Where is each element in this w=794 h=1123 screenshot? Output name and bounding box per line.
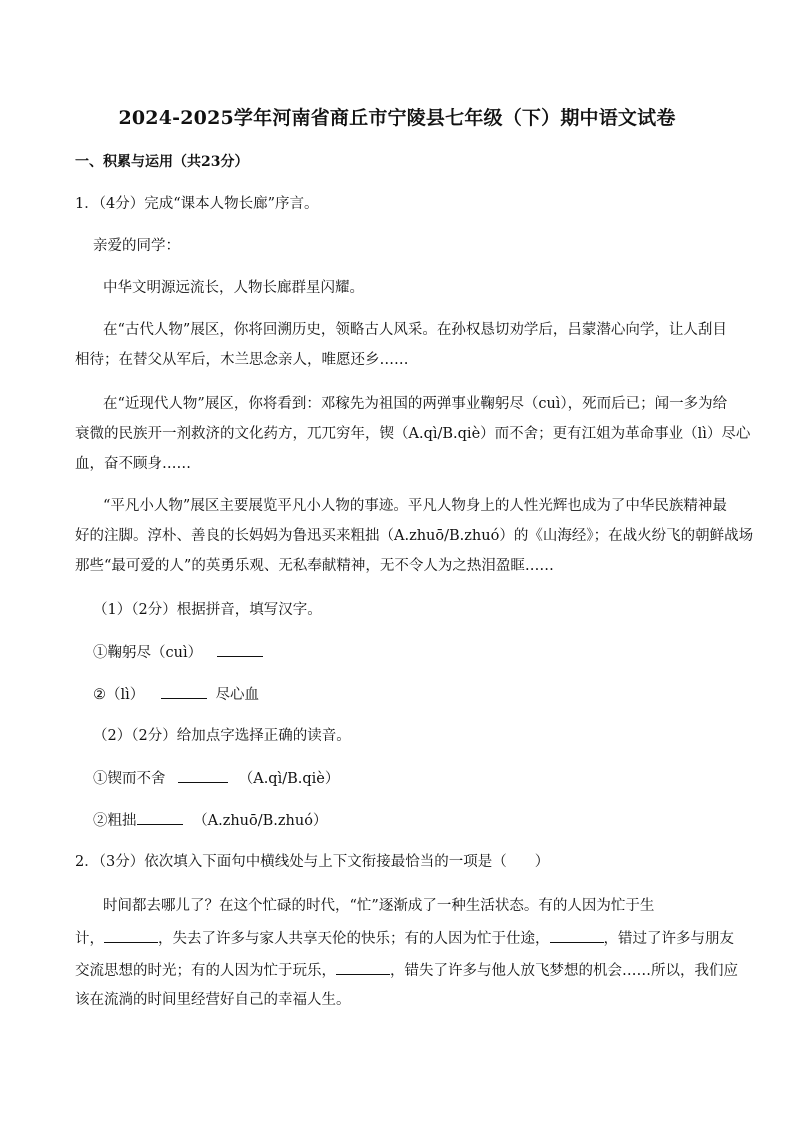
- subquestion-1-item-b: [93, 684, 259, 705]
- item-b-prompt: ②粗拙: [93, 813, 137, 829]
- item-b-options: （A.zhuō/B.zhuó）: [193, 813, 328, 829]
- paragraph-1: 中华文明源远流长，人物长廊群星闪耀。: [103, 280, 364, 296]
- passage-line-1: 时间都去哪儿了？在这个忙碌的时代，“忙”逐渐成了一种生活状态。有的人因为忙于生: [103, 898, 655, 914]
- subquestion-2-item-a: [93, 768, 339, 789]
- paragraph-2-line-1: 在“古代人物”展区，你将回溯历史，领略古人风采。在孙权恳切劝学后，吕蒙潜心向学，让人刮目: [103, 322, 727, 338]
- passage-text: ，错过了许多与朋友: [603, 931, 734, 947]
- passage-line-3: [75, 960, 738, 981]
- answer-blank[interactable]: [104, 928, 158, 943]
- subquestion-1-stem: （1）（2分）根据拼音，填写汉字。: [93, 602, 322, 618]
- item-b-prompt: ②（lì）: [93, 687, 145, 703]
- paragraph-3-line-2: 衰微的民族开一剂救济的文化药方，兀兀穷年，锲（A.qì/B.qiè）而不舍；更有江姐为革命事业（lì）尽心: [75, 426, 751, 442]
- page-title: 2024-2025学年河南省商丘市宁陵县七年级（下）期中语文试卷: [118, 107, 676, 129]
- item-a-options: （A.qì/B.qiè）: [238, 771, 340, 787]
- question-2-close: ）: [534, 854, 550, 870]
- answer-blank[interactable]: [178, 768, 228, 783]
- answer-blank[interactable]: [336, 960, 390, 975]
- passage-line-4: 该在流淌的时间里经营好自己的幸福人生。: [75, 992, 351, 1008]
- item-b-suffix: 尽心血: [215, 687, 259, 703]
- subquestion-2-item-b: [93, 810, 327, 831]
- passage-text: ，失去了许多与家人共享天伦的快乐；有的人因为忙于仕途，: [158, 931, 550, 947]
- question-2-stem: [75, 852, 549, 872]
- answer-blank[interactable]: [137, 810, 183, 825]
- paragraph-3-line-3: 血，奋不顾身……: [75, 456, 191, 472]
- answer-blank[interactable]: [550, 928, 604, 943]
- question-2-text: 2．（3分）依次填入下面句中横线处与上下文衔接最恰当的一项是（: [75, 854, 507, 870]
- passage-line-2: [75, 928, 734, 949]
- paragraph-4-line-2: 好的注脚。淳朴、善良的长妈妈为鲁迅买来粗拙（A.zhuō/B.zhuó）的《山海经》；在战火纷飞的朝鲜战场: [75, 528, 754, 544]
- paragraph-4-line-3: 那些“最可爱的人”的英勇乐观、无私奉献精神，无不令人为之热泪盈眶……: [75, 558, 554, 574]
- passage-text: 计，: [75, 931, 104, 947]
- item-a-prompt: ①鞠躬尽（cuì）: [93, 645, 203, 661]
- passage-text: ，错失了许多与他人放飞梦想的机会……所以，我们应: [390, 963, 738, 979]
- answer-blank[interactable]: [217, 642, 263, 657]
- item-a-prompt: ①锲而不舍: [93, 771, 166, 787]
- paragraph-2-line-2: 相待；在替父从军后，木兰思念亲人，唯愿还乡……: [75, 352, 409, 368]
- paragraph-3-line-1: 在“近现代人物”展区，你将看到：邓稼先为祖国的两弹事业鞠躬尽（cuì），死而后已；闻一多为给: [103, 396, 728, 412]
- greeting-text: 亲爱的同学：: [93, 238, 180, 254]
- subquestion-2-stem: （2）（2分）给加点字选择正确的读音。: [93, 728, 351, 744]
- answer-blank[interactable]: [161, 684, 207, 699]
- section-heading: 一、积累与运用（共23分）: [75, 154, 249, 170]
- passage-text: 交流思想的时光；有的人因为忙于玩乐，: [75, 963, 336, 979]
- paragraph-4-line-1: “平凡小人物”展区主要展览平凡小人物的事迹。平凡人物身上的人性光辉也成为了中华民族精神最: [103, 498, 727, 514]
- subquestion-1-item-a: [93, 642, 263, 663]
- question-1-stem: 1．（4分）完成“课本人物长廊”序言。: [75, 196, 319, 212]
